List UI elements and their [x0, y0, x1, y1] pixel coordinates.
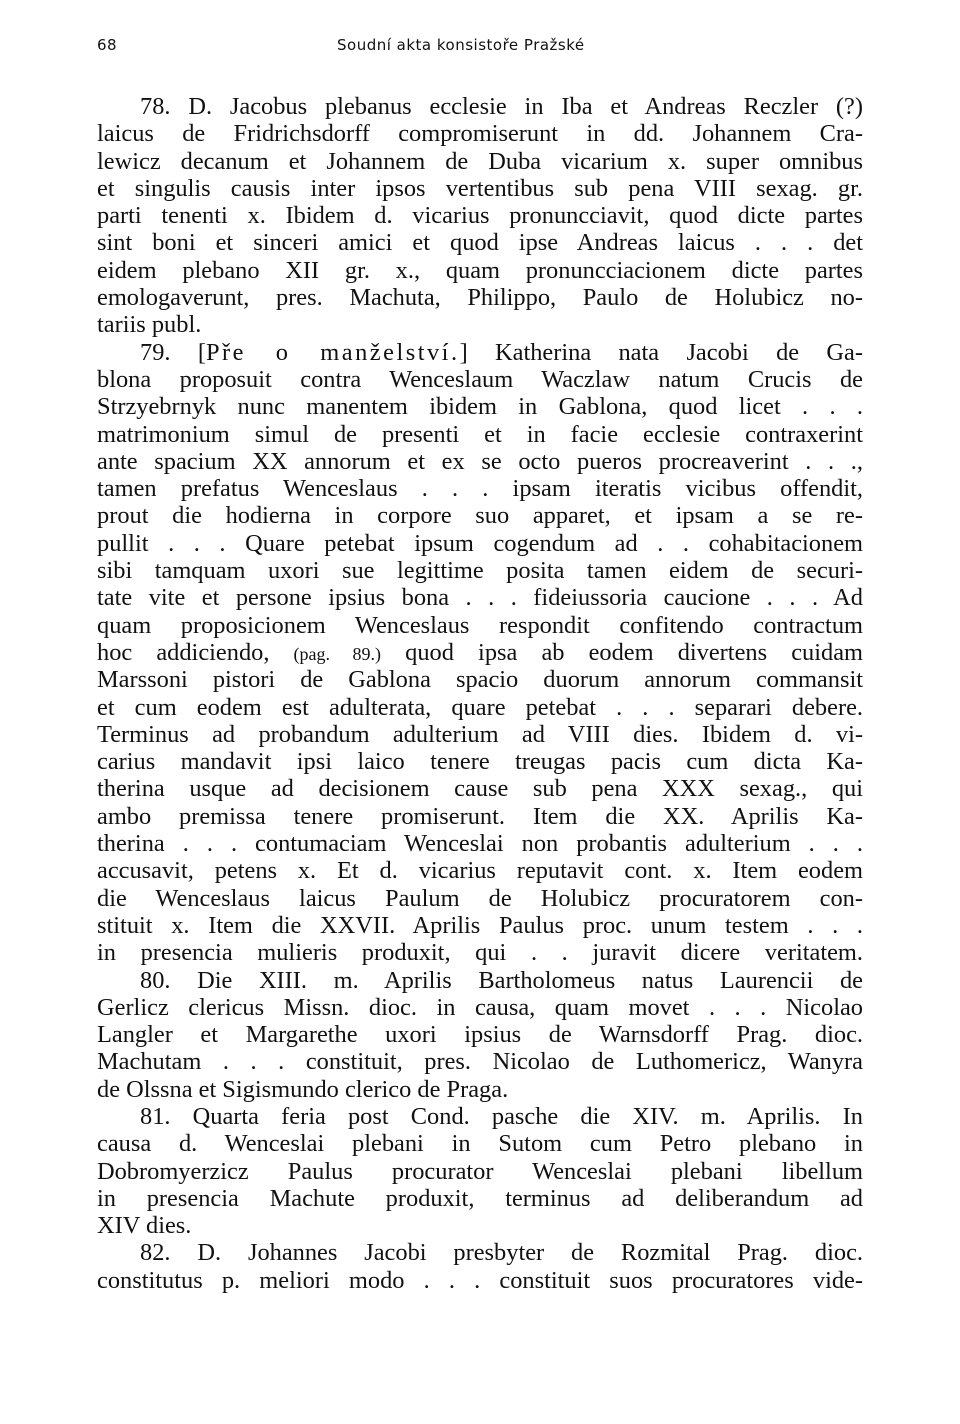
text-line: tamen prefatus Wenceslaus . . . ipsam iteratis vicibus offendit, — [97, 475, 863, 503]
text-line: Marssoni pistori de Gablona spacio duorum annorum commansit — [97, 666, 863, 694]
text-line: stituit x. Item die XXVII. Aprilis Paulus proc. unum testem . . . — [97, 911, 863, 939]
text-line: quam proposicionem Wenceslaus respondit confitendo contractum — [97, 611, 863, 639]
text-line: in presencia Machute produxit, terminus ad deliberandum ad — [97, 1184, 863, 1212]
text-line: 82. D. Johannes Jacobi presbyter de Rozmital Prag. dioc. — [140, 1239, 863, 1267]
text-line: Machutam . . . constituit, pres. Nicolao de Luthomericz, Wanyra — [97, 1048, 863, 1076]
text-line: tate vite et persone ipsius bona . . . fideiussoria caucione . . . Ad — [97, 584, 863, 612]
text-line: ambo premissa tenere promiserunt. Item die XX. Aprilis Ka- — [97, 802, 863, 830]
text-line: prout die hodierna in corpore suo apparet, et ipsam a se re- — [97, 502, 863, 530]
text-line: et singulis causis inter ipsos vertentibus sub pena VIII sexag. gr. — [97, 174, 863, 202]
text-line: parti tenenti x. Ibidem d. vicarius pronuncciavit, quod dicte partes — [97, 202, 863, 230]
running-title: Soudní akta konsistoře Pražské — [337, 36, 585, 54]
text-line: tariis publ. — [97, 311, 202, 339]
text-line: sint boni et sinceri amici et quod ipse Andreas laicus . . . det — [97, 229, 863, 257]
page-reference: (pag. 89.) — [293, 643, 382, 664]
spaced-heading: Pře o manželství. — [205, 338, 460, 366]
text-line: et cum eodem est adulterata, quare petebat . . . separari debere. — [97, 693, 863, 721]
text-line: XIV dies. — [97, 1212, 192, 1240]
text-line: 80. Die XIII. m. Aprilis Bartholomeus natus Laurencii de — [140, 966, 863, 994]
entry-number: 79. [ — [140, 338, 206, 366]
text-line: Terminus ad probandum adulterium ad VIII dies. Ibidem d. vi- — [97, 720, 863, 748]
text-line: emologaverunt, pres. Machuta, Philippo, Paulo de Holubicz no- — [97, 284, 863, 312]
text-segment: quod ipsa ab eodem divertens cuidam — [381, 638, 863, 666]
entry-text: ] Katherina nata Jacobi de Ga- — [459, 338, 863, 366]
text-line: eidem plebano XII gr. x., quam pronuncciacionem dicte partes — [97, 256, 863, 284]
text-line: therina usque ad decisionem cause sub pena XXX sexag., qui — [97, 775, 863, 803]
text-line: therina . . . contumaciam Wenceslai non probantis adulterium . . . — [97, 830, 863, 858]
text-line: constitutus p. meliori modo . . . constituit suos procuratores vide- — [97, 1266, 863, 1294]
text-line: blona proposuit contra Wenceslaum Waczlaw natum Crucis de — [97, 365, 863, 393]
running-head — [97, 36, 863, 58]
text-segment: hoc addiciendo, — [97, 638, 294, 666]
text-line-79 — [97, 339, 863, 366]
text-line: carius mandavit ipsi laico tenere treugas pacis cum dicta Ka- — [97, 748, 863, 776]
text-line: in presencia mulieris produxit, qui . . juravit dicere veritatem. — [97, 939, 863, 967]
text-line: Strzyebrnyk nunc manentem ibidem in Gablona, quod licet . . . — [97, 393, 863, 421]
text-line: Dobromyerzicz Paulus procurator Wenceslai plebani libellum — [97, 1157, 863, 1185]
text-line: accusavit, petens x. Et d. vicarius reputavit cont. x. Item eodem — [97, 857, 863, 885]
body-text — [97, 93, 863, 1294]
text-line: causa d. Wenceslai plebani in Sutom cum Petro plebano in — [97, 1130, 863, 1158]
text-line: sibi tamquam uxori sue legittime posita tamen eidem de securi- — [97, 557, 863, 585]
text-line-page-ref — [97, 639, 863, 666]
text-line: laicus de Fridrichsdorff compromiserunt in dd. Johannem Cra- — [97, 120, 863, 148]
text-line: Gerlicz clericus Missn. dioc. in causa, quam movet . . . Nicolao — [97, 993, 863, 1021]
text-line: Langler et Margarethe uxori ipsius de Warnsdorff Prag. dioc. — [97, 1021, 863, 1049]
text-line: die Wenceslaus laicus Paulum de Holubicz procuratorem con- — [97, 884, 863, 912]
text-line: ante spacium XX annorum et ex se octo pueros procreaverint . . ., — [97, 447, 863, 475]
text-line: matrimonium simul de presenti et in facie ecclesie contraxerint — [97, 420, 863, 448]
page-number: 68 — [97, 36, 118, 54]
text-line: 78. D. Jacobus plebanus ecclesie in Iba et Andreas Reczler (?) — [140, 93, 863, 120]
text-line: lewicz decanum et Johannem de Duba vicarium x. super omnibus — [97, 147, 863, 175]
text-line: de Olssna et Sigismundo clerico de Praga. — [97, 1075, 509, 1103]
text-line: pullit . . . Quare petebat ipsum cogendum ad . . cohabitacionem — [97, 529, 863, 557]
text-line: 81. Quarta feria post Cond. pasche die XIV. m. Aprilis. In — [140, 1102, 863, 1130]
